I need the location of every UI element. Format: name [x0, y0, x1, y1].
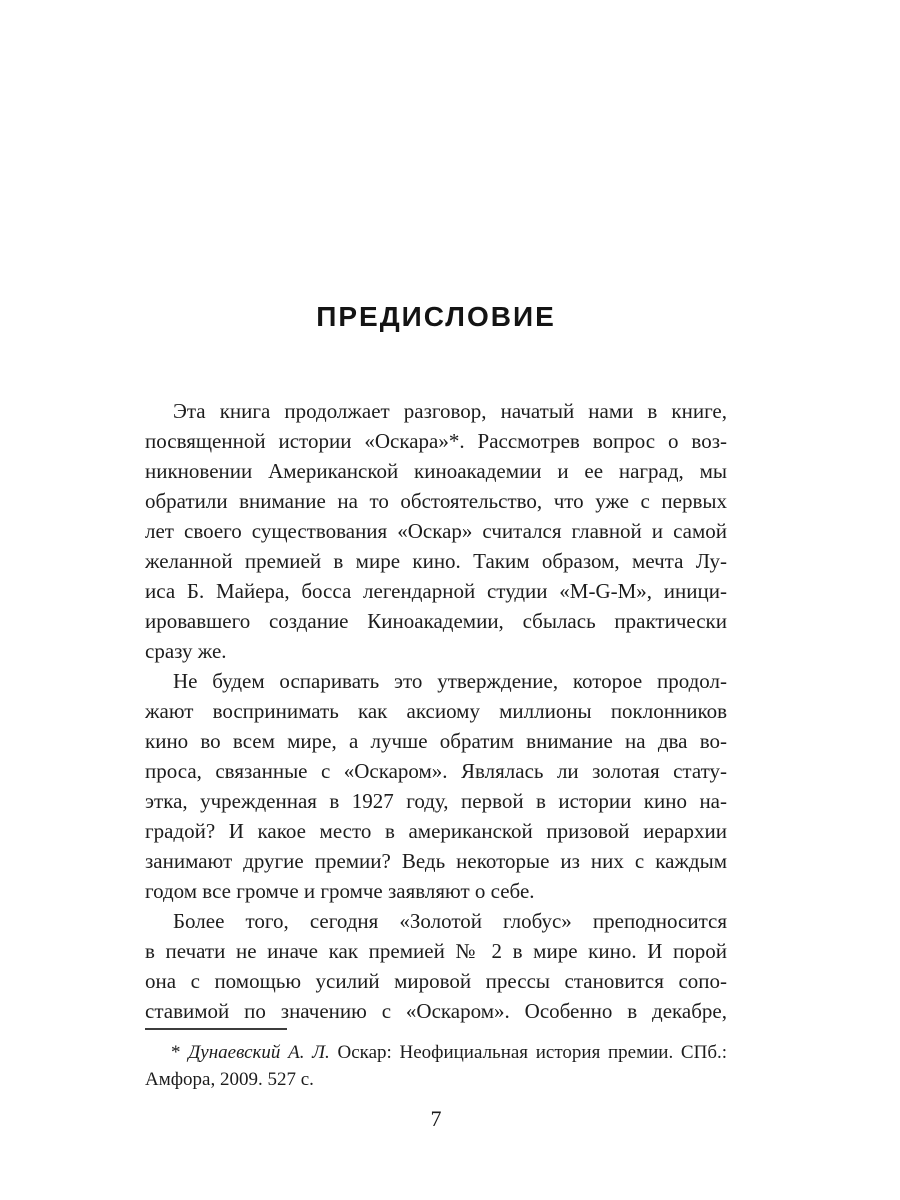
footnote-line-2: Амфора, 2009. 527 с.	[145, 1069, 314, 1090]
text-line: кино во всем мире, а лучше обратим внимание на два во-	[145, 729, 727, 753]
text-line: Не будем оспаривать это утверждение, которое продол-	[173, 669, 727, 693]
footnote	[145, 1028, 727, 1093]
text-line: ировавшего создание Киноакадемии, сбылась практически	[145, 609, 727, 633]
text-line: проса, связанные с «Оскаром». Являлась ли золотая стату-	[145, 759, 727, 783]
text-line: она с помощью усилий мировой прессы становится сопо-	[145, 969, 727, 993]
footnote-author: Дунаевский А. Л.	[188, 1042, 330, 1063]
footnote-marker: *	[171, 1042, 181, 1063]
text-line: обратили внимание на то обстоятельство, что уже с первых	[145, 489, 727, 513]
text-line: сразу же.	[145, 639, 227, 663]
text-line: никновении Американской киноакадемии и ее наград, мы	[145, 459, 727, 483]
text-line: жают воспринимать как аксиому миллионы поклонников	[145, 699, 727, 723]
text-line: Более того, сегодня «Золотой глобус» преподносится	[173, 909, 727, 933]
text-line: занимают другие премии? Ведь некоторые из них с каждым	[145, 849, 727, 873]
text-line: иса Б. Майера, босса легендарной студии «M-G-M», иници-	[145, 579, 727, 603]
text-line: посвященной истории «Оскара»*. Рассмотрев вопрос о воз-	[145, 429, 727, 453]
text-line: в печати не иначе как премией № 2 в мире кино. И порой	[145, 939, 727, 963]
text-line: годом все громче и громче заявляют о себе.	[145, 879, 535, 903]
footnote-reference-text: Оскар: Неофициальная история премии. СПб.:	[337, 1042, 728, 1063]
text-line: лет своего существования «Оскар» считался главной и самой	[145, 519, 727, 543]
footnote-divider	[145, 1028, 287, 1030]
text-line: градой? И какое место в американской призовой иерархии	[145, 819, 727, 843]
text-line: этка, учрежденная в 1927 году, первой в истории кино на-	[145, 789, 727, 813]
page-number: 7	[430, 1106, 442, 1131]
body-text	[145, 396, 727, 1026]
text-line: Эта книга продолжает разговор, начатый нами в книге,	[173, 399, 727, 423]
text-line: желанной премией в мире кино. Таким образом, мечта Лу-	[145, 549, 727, 573]
text-line: ставимой по значению с «Оскаром». Особенно в декабре,	[145, 999, 727, 1023]
page-title: ПРЕДИСЛОВИЕ	[316, 301, 556, 332]
footnote-line-1	[145, 1039, 727, 1066]
